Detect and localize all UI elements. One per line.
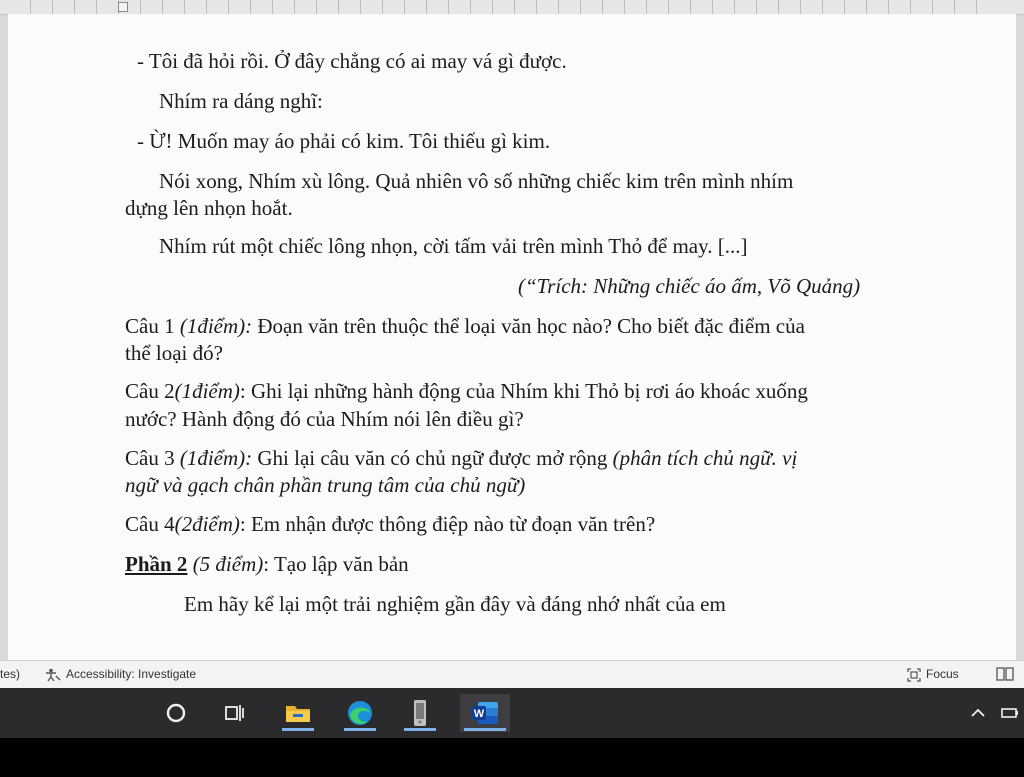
text-run: Câu 2 bbox=[125, 379, 175, 403]
focus-icon bbox=[906, 668, 922, 682]
question-1-line bbox=[125, 313, 805, 339]
text-run-italic: (phân tích chủ ngữ. vị bbox=[612, 446, 798, 470]
horizontal-ruler[interactable] bbox=[0, 0, 1024, 15]
ruler-ticks bbox=[30, 0, 990, 14]
text-run: : Ghi lại những hành động của Nhím khi Thỏ bị rơi áo khoác xuống bbox=[239, 379, 808, 403]
points-label: (5 điểm) bbox=[192, 552, 264, 576]
phone-icon bbox=[412, 699, 428, 727]
folder-icon bbox=[284, 701, 312, 725]
edge-icon bbox=[346, 699, 374, 727]
doc-line: Nhím ra dáng nghĩ: bbox=[159, 89, 323, 113]
accessibility-status[interactable] bbox=[44, 667, 196, 682]
accessibility-icon bbox=[44, 668, 62, 682]
document-page[interactable] bbox=[8, 14, 1016, 660]
chevron-up-icon bbox=[970, 707, 986, 719]
accessibility-label: Accessibility: Investigate bbox=[66, 667, 197, 681]
text-run: Ghi lại câu văn có chủ ngữ được mở rộng bbox=[252, 446, 613, 470]
question-2-line bbox=[125, 378, 808, 404]
doc-line: Nói xong, Nhím xù lông. Quả nhiên vô số những chiếc kim trên mình nhím bbox=[159, 169, 794, 193]
taskbar-file-explorer-button[interactable] bbox=[278, 694, 318, 732]
doc-line: nước? Hành động đó của Nhím nói lên điều gì? bbox=[125, 407, 524, 431]
battery-indicator[interactable] bbox=[996, 694, 1024, 732]
doc-line: dựng lên nhọn hoắt. bbox=[125, 196, 293, 220]
taskbar-word-button[interactable] bbox=[460, 694, 510, 732]
taskbar-search-button[interactable] bbox=[156, 694, 196, 732]
taskbar-task-view-button[interactable] bbox=[214, 694, 254, 732]
doc-line: Em hãy kể lại một trải nghiệm gần đây và đáng nhớ nhất của em bbox=[184, 592, 726, 616]
text-run: Câu 4 bbox=[125, 512, 175, 536]
focus-button[interactable] bbox=[906, 667, 959, 682]
doc-line: - Tôi đã hỏi rồi. Ở đây chẳng có ai may vá gì được. bbox=[137, 49, 567, 73]
text-run: Câu 3 bbox=[125, 446, 180, 470]
word-icon bbox=[470, 700, 500, 726]
read-mode-button[interactable] bbox=[996, 666, 1014, 685]
text-run: : Tạo lập văn bản bbox=[263, 552, 409, 576]
question-3-line bbox=[125, 445, 797, 471]
points-label: (2điểm) bbox=[174, 512, 240, 536]
search-circle-icon bbox=[165, 702, 187, 724]
taskbar bbox=[0, 688, 1024, 738]
status-bar bbox=[0, 660, 1024, 689]
doc-line: Nhím rút một chiếc lông nhọn, cời tấm vải trên mình Thỏ để may. [...] bbox=[159, 234, 748, 258]
doc-line: - Ừ! Muốn may áo phải có kim. Tôi thiếu gì kim. bbox=[137, 129, 551, 153]
part-2-heading bbox=[125, 551, 409, 577]
battery-icon bbox=[1000, 706, 1020, 720]
show-hidden-icons-button[interactable] bbox=[958, 694, 998, 732]
doc-line: ngữ và gạch chân phần trung tâm của chủ ngữ) bbox=[125, 473, 526, 497]
taskbar-app-button[interactable] bbox=[400, 694, 440, 732]
text-run: Câu 1 bbox=[125, 314, 180, 338]
question-4-line bbox=[125, 511, 655, 537]
doc-line: thể loại đó? bbox=[125, 341, 223, 365]
read-mode-icon bbox=[996, 666, 1014, 682]
citation-line: (“Trích: Những chiếc áo ấm, Võ Quảng) bbox=[518, 274, 861, 298]
text-run: Đoạn văn trên thuộc thể loại văn học nào? Cho biết đặc điểm của bbox=[252, 314, 805, 338]
word-icon-letter: W bbox=[473, 708, 485, 720]
text-run: : Em nhận được thông điệp nào từ đoạn văn trên? bbox=[239, 512, 656, 536]
task-view-icon bbox=[223, 702, 245, 724]
focus-label: Focus bbox=[926, 667, 959, 681]
points-label: (1điểm): bbox=[179, 314, 253, 338]
status-fragment[interactable]: tes) bbox=[0, 667, 21, 681]
indent-marker[interactable] bbox=[118, 2, 128, 12]
part-label: Phần 2 bbox=[125, 552, 188, 576]
points-label: (1điểm): bbox=[179, 446, 253, 470]
taskbar-edge-button[interactable] bbox=[340, 694, 380, 732]
points-label: (1điểm) bbox=[174, 379, 240, 403]
screen-bezel bbox=[0, 738, 1024, 777]
